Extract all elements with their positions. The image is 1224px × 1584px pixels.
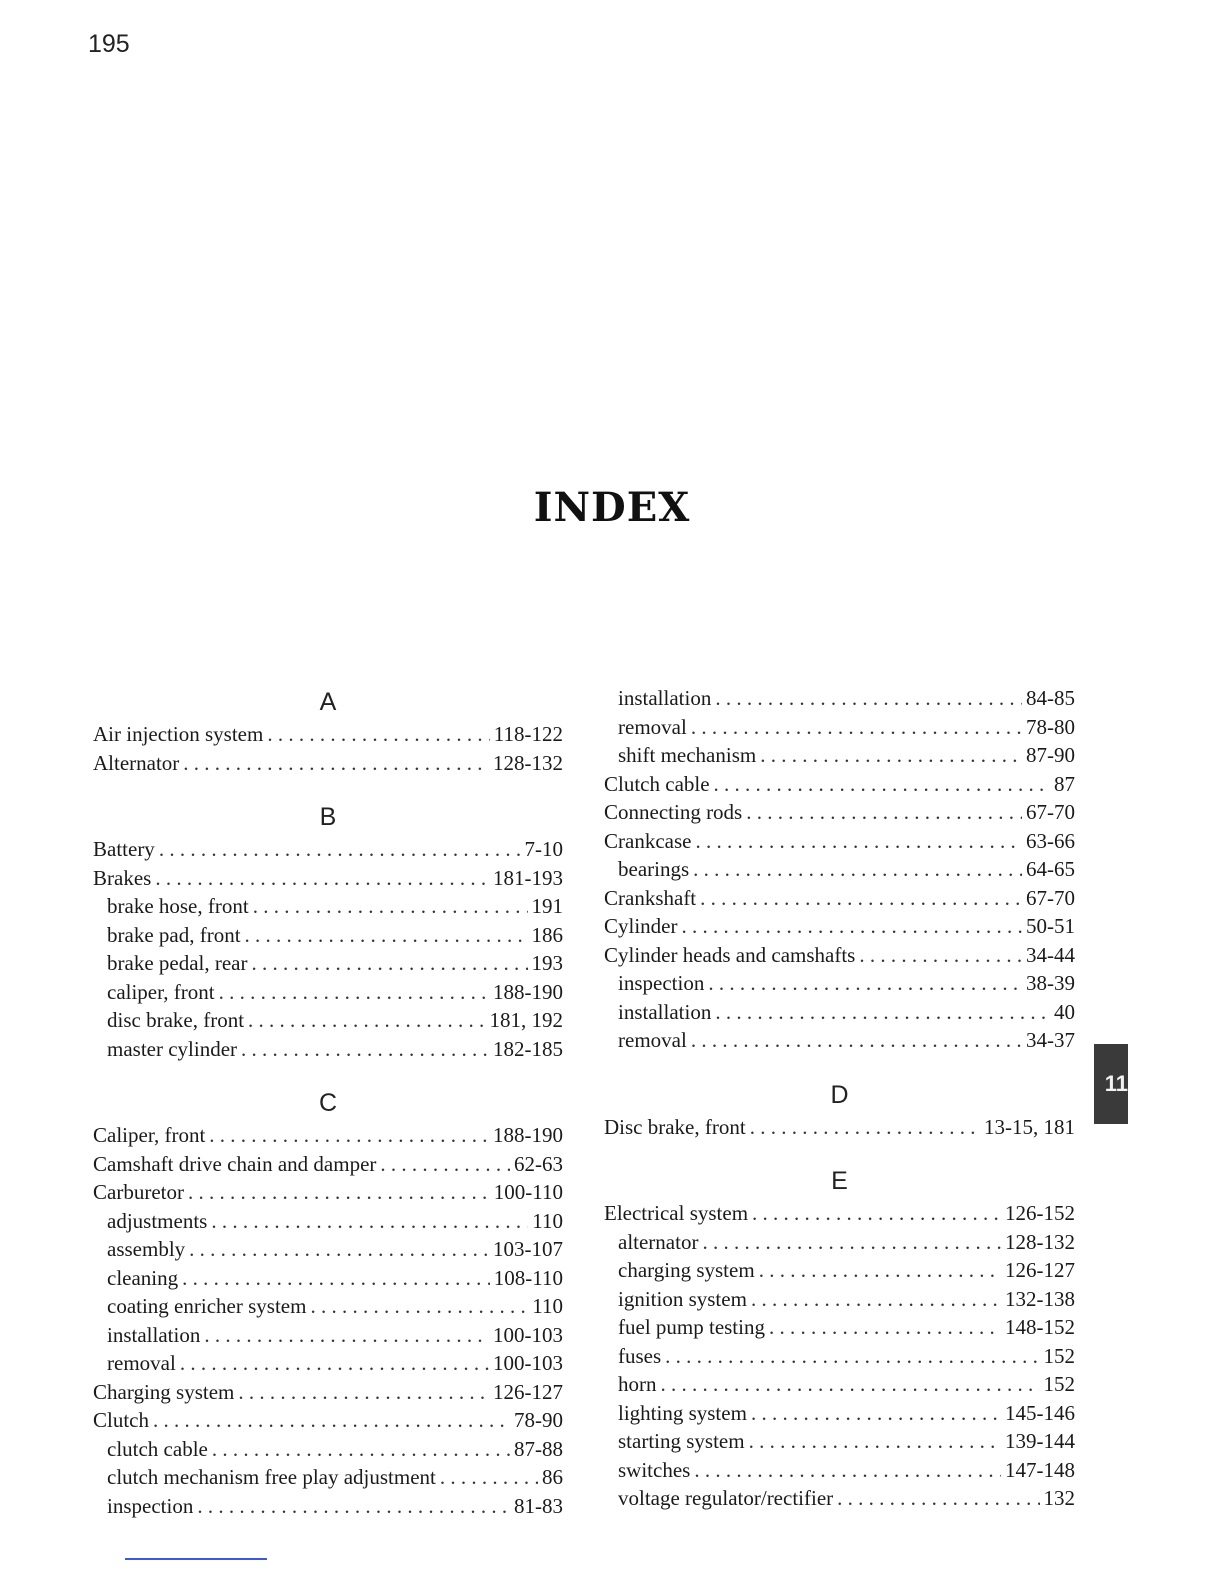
dot-leader [209,1121,489,1150]
dot-leader [695,827,1022,856]
dot-leader [665,1342,1039,1371]
index-subentry [604,1285,1075,1314]
index-subentry [604,741,1075,770]
entry-pages: 110 [532,1294,563,1318]
entry-pages: 86 [542,1465,563,1489]
index-subentry [604,855,1075,884]
index-subentry [93,1349,563,1378]
entry-label: installation [618,686,712,710]
entry-pages: 126-127 [493,1379,563,1404]
dot-leader [197,1492,510,1521]
entry-label: inspection [107,1493,194,1518]
dot-leader [180,1349,489,1378]
index-subentry [93,1292,563,1321]
index-subentry [93,892,563,921]
entry-pages: 139-144 [1005,1429,1075,1453]
index-subentry [93,1207,563,1236]
dot-leader [310,1292,528,1321]
entry-pages: 147-148 [1005,1457,1075,1482]
dot-leader [859,941,1022,970]
entry-label: clutch cable [107,1436,208,1461]
dot-leader [440,1463,538,1492]
entry-pages: 132 [1043,1486,1075,1510]
dot-leader [837,1484,1039,1513]
entry-label: Brakes [93,865,152,890]
index-subentry [93,1235,563,1264]
entry-label: assembly [107,1237,186,1261]
index-entry [93,835,563,864]
entry-label: Charging system [93,1379,235,1404]
index-entry [93,1121,563,1150]
entry-pages: 34-44 [1026,942,1075,967]
index-entry [604,770,1075,799]
dot-leader [182,1264,490,1293]
dot-leader [189,1235,489,1264]
entry-pages: 87 [1054,771,1075,796]
entry-label: Cylinder heads and camshafts [604,942,856,967]
entry-pages: 126-127 [1005,1258,1075,1282]
section-gap [604,1055,1075,1077]
dot-leader [691,1026,1022,1055]
entry-label: disc brake, front [107,1008,245,1032]
entry-pages: 34-37 [1026,1028,1075,1052]
dot-leader [245,921,528,950]
dot-leader [267,720,489,749]
entry-pages: 81-83 [514,1493,563,1518]
dot-leader [248,1006,485,1035]
index-entry [93,1406,563,1435]
index-entry [604,941,1075,970]
dot-leader [715,684,1022,713]
entry-label: ignition system [618,1286,747,1311]
dot-leader [661,1370,1040,1399]
entry-pages: 128-132 [493,750,563,775]
entry-pages: 188-190 [493,1123,563,1147]
entry-label: removal [107,1351,176,1375]
index-subentry [93,1492,563,1521]
entry-label: alternator [618,1229,699,1254]
dot-leader [241,1035,489,1064]
dot-leader [238,1378,489,1407]
dot-leader [219,978,489,1007]
entry-pages: 128-132 [1005,1229,1075,1254]
dot-leader [752,1199,1001,1228]
entry-pages: 84-85 [1026,686,1075,710]
entry-label: Disc brake, front [604,1114,746,1139]
entry-pages: 191 [531,894,563,918]
entry-label: Cylinder [604,914,678,938]
dot-leader [252,949,528,978]
section-gap [93,777,563,799]
index-subentry [604,1026,1075,1055]
dot-leader [212,1435,510,1464]
index-subentry [604,998,1075,1027]
entry-pages: 67-70 [1026,885,1075,910]
entry-label: master cylinder [107,1036,238,1061]
entry-pages: 62-63 [514,1151,563,1176]
entry-label: Caliper, front [93,1123,206,1147]
dot-leader [715,998,1050,1027]
entry-pages: 40 [1054,999,1075,1024]
dot-leader [714,770,1050,799]
index-subentry [93,1006,563,1035]
dot-leader [691,713,1022,742]
page-title: INDEX [533,484,691,531]
dot-leader [253,892,528,921]
index-entry [604,827,1075,856]
index-entry [93,720,563,749]
dot-leader [693,855,1022,884]
entry-label: adjustments [107,1208,208,1233]
entry-label: Clutch cable [604,771,710,796]
entry-label: voltage regulator/rectifier [618,1486,834,1510]
index-entry [604,912,1075,941]
entry-pages: 13-15, 181 [984,1114,1075,1139]
dot-leader [153,1406,510,1435]
entry-pages: 152 [1043,1372,1075,1396]
entry-pages: 87-90 [1026,743,1075,767]
index-subentry [93,1463,563,1492]
page-number: 195 [88,30,130,58]
entry-pages: 7-10 [524,837,563,861]
dot-leader [155,864,489,893]
entry-label: starting system [618,1429,745,1453]
entry-label: clutch mechanism free play adjustment [107,1465,436,1489]
dot-leader [702,1228,1001,1257]
index-subentry [604,1342,1075,1371]
dot-leader [751,1399,1001,1428]
dot-leader [380,1150,510,1179]
entry-pages: 188-190 [493,979,563,1004]
entry-pages: 100-103 [493,1322,563,1347]
dot-leader [746,798,1022,827]
chapter-tab-marker: 11 [1094,1044,1128,1124]
index-subentry [604,713,1075,742]
entry-pages: 132-138 [1005,1286,1075,1311]
index-subentry [604,1456,1075,1485]
index-subentry [604,1370,1075,1399]
entry-pages: 182-185 [493,1036,563,1061]
entry-label: fuel pump testing [618,1315,765,1339]
entry-label: Electrical system [604,1201,749,1225]
entry-label: charging system [618,1258,755,1282]
section-letter: E [831,1167,848,1195]
index-subentry [604,969,1075,998]
entry-pages: 181, 192 [489,1008,563,1032]
section-letter: D [830,1080,849,1109]
entry-label: Crankcase [604,828,692,853]
entry-pages: 50-51 [1026,914,1075,938]
index-column-left [93,684,563,1520]
entry-pages: 64-65 [1026,857,1075,881]
section-letter: C [318,1089,338,1117]
index-subentry [604,1256,1075,1285]
dot-leader [211,1207,528,1236]
dot-leader [759,1256,1001,1285]
entry-pages: 63-66 [1026,828,1075,853]
dot-leader [188,1178,490,1207]
index-column-right [604,684,1075,1513]
entry-label: Battery [93,837,155,861]
entry-label: Connecting rods [604,800,743,824]
entry-pages: 152 [1043,1343,1075,1368]
index-entry [604,1113,1075,1142]
index-subentry [93,1435,563,1464]
entry-pages: 118-122 [493,722,563,746]
index-entry [93,1378,563,1407]
index-subentry [604,1484,1075,1513]
index-subentry [604,1313,1075,1342]
dot-leader [694,1456,1001,1485]
entry-label: caliper, front [107,979,215,1004]
entry-pages: 100-110 [493,1180,563,1204]
section-gap [93,1063,563,1085]
entry-label: Crankshaft [604,885,697,910]
dot-leader [760,741,1022,770]
index-entry [604,884,1075,913]
entry-label: brake hose, front [107,894,249,918]
entry-pages: 193 [531,951,563,975]
entry-label: Camshaft drive chain and damper [93,1151,377,1176]
index-subentry [604,1427,1075,1456]
dot-leader [751,1285,1001,1314]
index-subentry [604,1399,1075,1428]
index-subentry [604,1228,1075,1257]
entry-pages: 67-70 [1026,800,1075,824]
entry-label: lighting system [618,1400,747,1425]
entry-pages: 103-107 [493,1237,563,1261]
entry-label: Clutch [93,1408,149,1432]
entry-label: cleaning [107,1265,179,1290]
dot-leader [682,912,1023,941]
entry-pages: 145-146 [1005,1400,1075,1425]
entry-pages: 100-103 [493,1351,563,1375]
entry-pages: 126-152 [1005,1201,1075,1225]
entry-pages: 148-152 [1005,1315,1075,1339]
dot-leader [749,1427,1001,1456]
entry-label: Air injection system [93,722,264,746]
entry-pages: 108-110 [493,1265,563,1290]
index-subentry [93,978,563,1007]
entry-label: installation [107,1322,201,1347]
entry-label: Alternator [93,750,180,775]
entry-pages: 38-39 [1026,971,1075,995]
dot-leader [700,884,1022,913]
section-letter: A [319,688,337,716]
entry-pages: 181-193 [493,865,563,890]
entry-label: shift mechanism [618,743,757,767]
index-subentry [93,1035,563,1064]
index-entry [93,864,563,893]
index-entry [93,749,563,778]
dot-leader [750,1113,980,1142]
entry-label: switches [618,1457,691,1482]
index-subentry [93,921,563,950]
dot-leader [769,1313,1001,1342]
entry-label: inspection [618,971,705,995]
entry-label: installation [618,999,712,1024]
dot-leader [183,749,489,778]
index-entry [93,1150,563,1179]
section-letter: B [319,803,337,831]
entry-pages: 87-88 [514,1436,563,1461]
index-entry [93,1178,563,1207]
entry-label: bearings [618,857,690,881]
entry-label: removal [618,1028,687,1052]
dot-leader [708,969,1022,998]
index-subentry [93,949,563,978]
entry-label: coating enricher system [107,1294,307,1318]
entry-label: fuses [618,1343,662,1368]
entry-pages: 78-90 [514,1408,563,1432]
dot-leader [204,1321,489,1350]
entry-label: horn [618,1372,657,1396]
section-gap [604,1141,1075,1163]
index-entry [604,1199,1075,1228]
index-entry [604,798,1075,827]
index-subentry [604,684,1075,713]
index-subentry [93,1321,563,1350]
entry-pages: 110 [532,1208,563,1233]
entry-label: removal [618,714,687,739]
entry-pages: 78-80 [1026,714,1075,739]
footnote-rule [125,1558,267,1560]
entry-label: brake pedal, rear [107,951,248,975]
entry-label: brake pad, front [107,922,241,947]
entry-label: Carburetor [93,1180,184,1204]
dot-leader [159,835,521,864]
index-subentry [93,1264,563,1293]
entry-pages: 186 [531,922,563,947]
